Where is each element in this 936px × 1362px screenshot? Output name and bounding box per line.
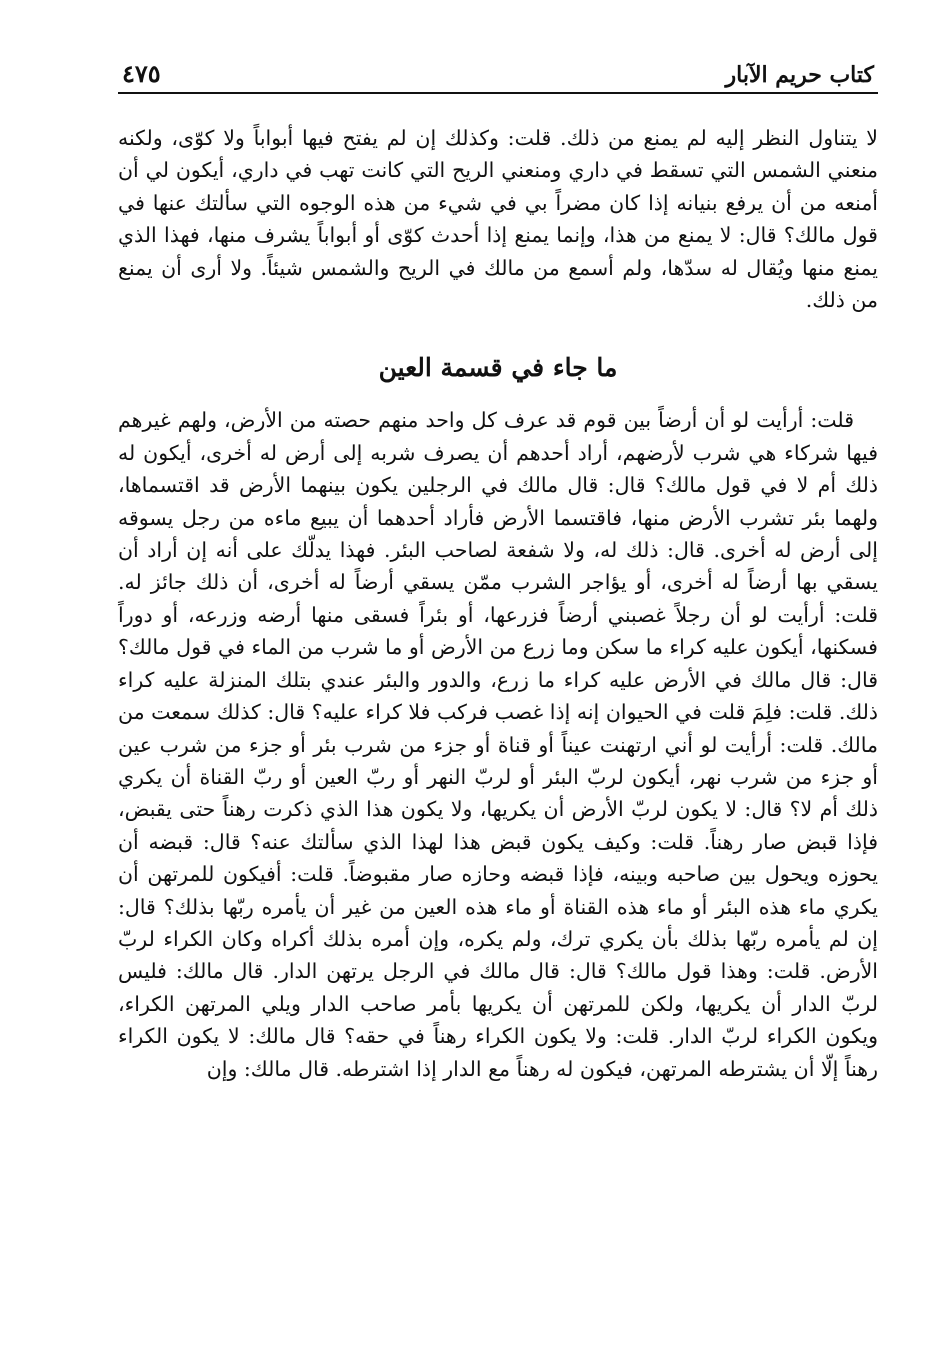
paragraph-continuation: لا يتناول النظر إليه لم يمنع من ذلك. قلت: وكذلك إن لم يفتح فيها أبواباً ولا كوّى، ولكنه منعني الشمس التي تسقط في داري ومنعني الريح التي كانت تهب في داري، أيكون لي أن أمنعه من أن يرفع بنيانه إذا كان مضراً بي في شيء من هذه الوجوه التي سألتك عنها في قول مالك؟ قال: لا يمنع من هذا، وإنما يمنع إذا أحدث كوّى أو أبواباً يشرف منها، فهذا الذي يمنع منها ويُقال له سدّها، ولم أسمع من مالك في الريح والشمس شيئاً. ولا أرى أن يمنع من ذلك. [118,126,878,313]
book-page [118,52,878,1085]
page-number: ٤٧٥ [122,59,161,88]
running-title: كتاب حريم الآبار [725,62,874,88]
section-heading: ما جاء في قسمة العين [378,353,618,383]
paragraph-body: قلت: أرأيت لو أن أرضاً بين قوم قد عرف كل واحد منهم حصته من الأرض، ولهم غيرهم فيها شركاء هي شرب لأرضهم، أراد أحدهم أن يصرف شربه إلى أرض له أخرى، أيكون له ذلك أم لا في قول مالك؟ قال: قال مالك في الرجلين يكون بينهما الأرض قد اقتسماها، ولهما بئر تشرب الأرض منها، فاقتسما الأرض فأراد أحدهما أن يبيع ماءه من رجل يسوقه إلى أرض له أخرى. قال: ذلك له، ولا شفعة لصاحب البئر. فهذا يدلّك على أنه إن أراد أن يسقي بها أرضاً له أخرى، أو يؤاجر الشرب ممّن يسقي أرضاً له أخرى، أن ذلك جائز له. قلت: أرأيت لو أن رجلاً غصبني أرضاً فزرعها، أو بئراً فسقى منها أرضه وزرعه، أو دوراً فسكنها، أيكون عليه كراء ما سكن وما زرع من الأرض أو ما شرب من الماء في قول مالك؟ قال: قال مالك في الأرض عليه كراء ما زرع، والدور والبئر عندي بتلك المنزلة عليه كراء ذلك. قلت: فلِمَ قلت في الحيوان إنه إذا غصب فركب فلا كراء عليه؟ قال: كذلك سمعت من مالك. قلت: أرأيت لو أني ارتهنت عيناً أو قناة أو جزء من شرب بئر أو جزء من شرب عين أو جزء من شرب نهر، أيكون لربّ البئر أو لربّ النهر أو ربّ العين أو ربّ القناة أن يكري ذلك أم لا؟ قال: لا يكون لربّ الأرض أن يكريها، ولا يكون هذا الذي ذكرت رهناً حتى يقبض، فإذا قبض صار رهناً. قلت: وكيف يكون قبض هذا لهذا الذي سألتك عنه؟ قال: قبضه أن يحوزه ويحول بين صاحبه وبينه، فإذا قبضه وحازه صار مقبوضاً. قلت: أفيكون للمرتهن أن يكري ماء هذه البئر أو ماء هذه القناة أو ماء هذه العين من غير أن يأمره ربّها بذلك؟ قال: إن لم يأمره ربّها بذلك بأن يكري ترك، ولم يكره، وإن أمره بذلك أكراه وكان الكراء لربّ الأرض. قلت: وهذا قول مالك؟ قال: قال مالك في الرجل يرتهن الدار. قال مالك: فليس لربّ الدار أن يكريها، ولكن للمرتهن أن يكريها بأمر صاحب الدار ويلي المرتهن الكراء، ويكون الكراء لربّ الدار. قلت: ولا يكون الكراء رهناً في حقه؟ قال مالك: لا يكون الكراء رهناً إلّا أن يشترطه المرتهن، فيكون له رهناً مع الدار إذا اشترطه. قال مالك: وإن [118,408,878,1081]
running-header [118,52,878,94]
